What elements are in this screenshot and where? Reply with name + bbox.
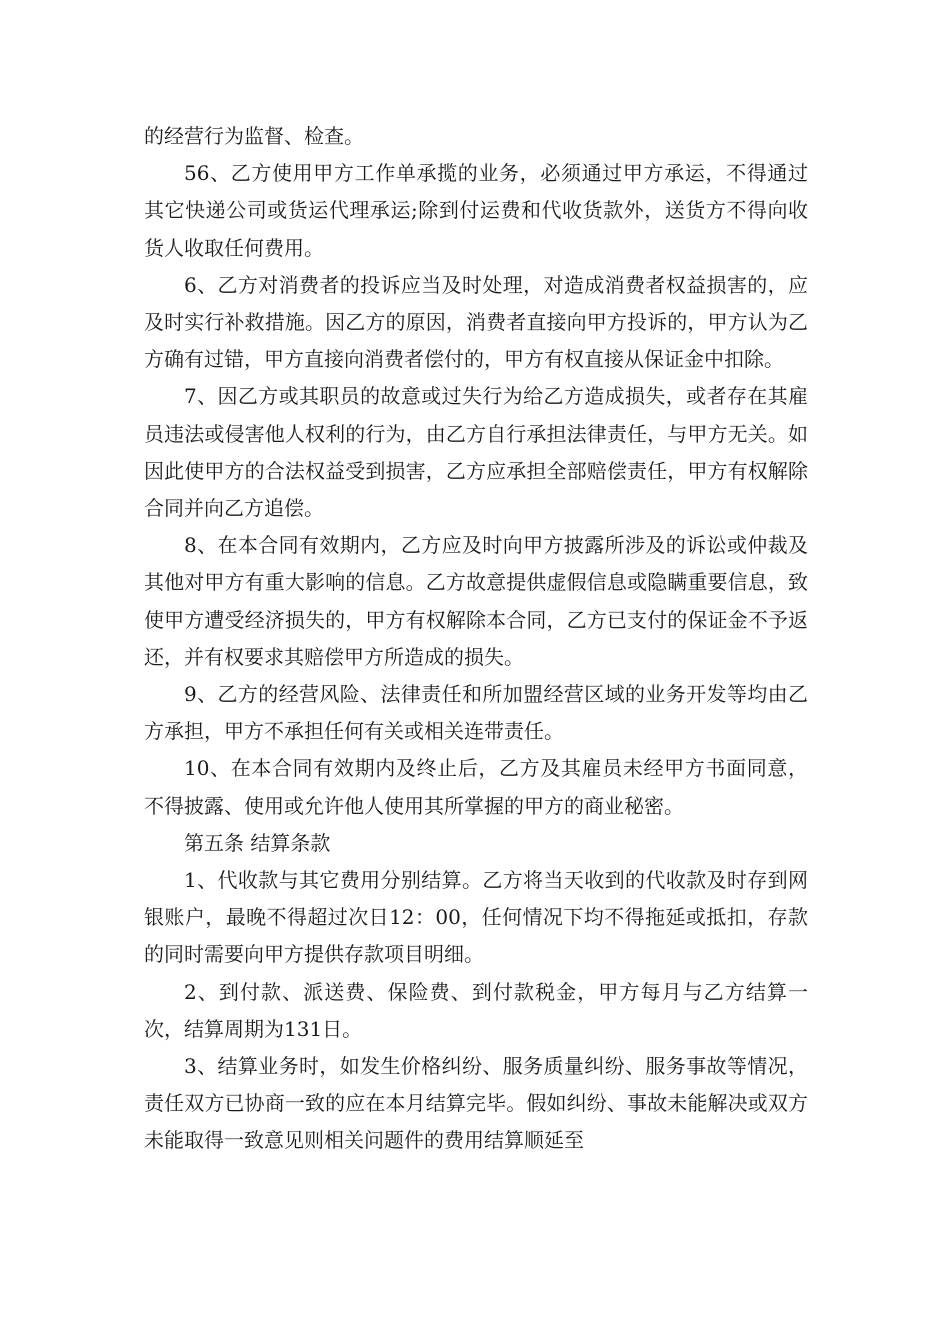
paragraph-settlement-2: 2、到付款、派送费、保险费、到付款税金，甲方每月与乙方结算一次，结算周期为131日。 [144,979,808,1041]
paragraph-clause-9: 9、乙方的经营风险、法律责任和所加盟经营区域的业务开发等均由乙方承担，甲方不承担任何有关或相关连带责任。 [144,682,808,744]
paragraph-settlement-3: 3、结算业务时，如发生价格纠纷、服务质量纠纷、服务事故等情况，责任双方已协商一致的应在本月结算完毕。假如纠纷、事故未能解决或双方未能取得一致意见则相关问题件的费用结算顺延至 [144,1054,808,1153]
paragraph-clause-7: 7、因乙方或其职员的故意或过失行为给乙方造成损失，或者存在其雇员违法或侵害他人权利的行为，由乙方自行承担法律责任，与甲方无关。如因此使甲方的合法权益受到损害，乙方应承担全部赔偿责任，甲方有权解除合同并向乙方追偿。 [144,384,808,521]
paragraph-clause-8: 8、在本合同有效期内，乙方应及时向甲方披露所涉及的诉讼或仲裁及其他对甲方有重大影响的信息。乙方故意提供虚假信息或隐瞒重要信息，致使甲方遭受经济损失的，甲方有权解除本合同，乙方已支付的保证金不予返还，并有权要求其赔偿甲方所造成的损失。 [144,533,808,669]
paragraph-clause-6: 6、乙方对消费者的投诉应当及时处理，对造成消费者权益损害的，应及时实行补救措施。因乙方的原因，消费者直接向甲方投诉的，甲方认为乙方确有过错，甲方直接向消费者偿付的，甲方有权直接从保证金中扣除。 [144,272,808,372]
section-heading-article-5: 第五条 结算条款 [184,830,331,855]
paragraph-clause-56: 56、乙方使用甲方工作单承揽的业务，必须通过甲方承运，不得通过其它快递公司或货运代理承运;除到付运费和代收货款外，送货方不得向收货人收取任何费用。 [144,161,808,260]
paragraph-clause-10: 10、在本合同有效期内及终止后，乙方及其雇员未经甲方书面同意，不得披露、使用或允许他人使用其所掌握的甲方的商业秘密。 [144,756,808,818]
paragraph-settlement-1: 1、代收款与其它费用分别结算。乙方将当天收到的代收款及时存到网银账户，最晚不得超过次日12：00，任何情况下均不得拖延或抵扣，存款的同时需要向甲方提供存款项目明细。 [144,868,808,967]
document-body [144,118,808,1160]
paragraph-continuation: 的经营行为监督、检查。 [144,124,364,148]
